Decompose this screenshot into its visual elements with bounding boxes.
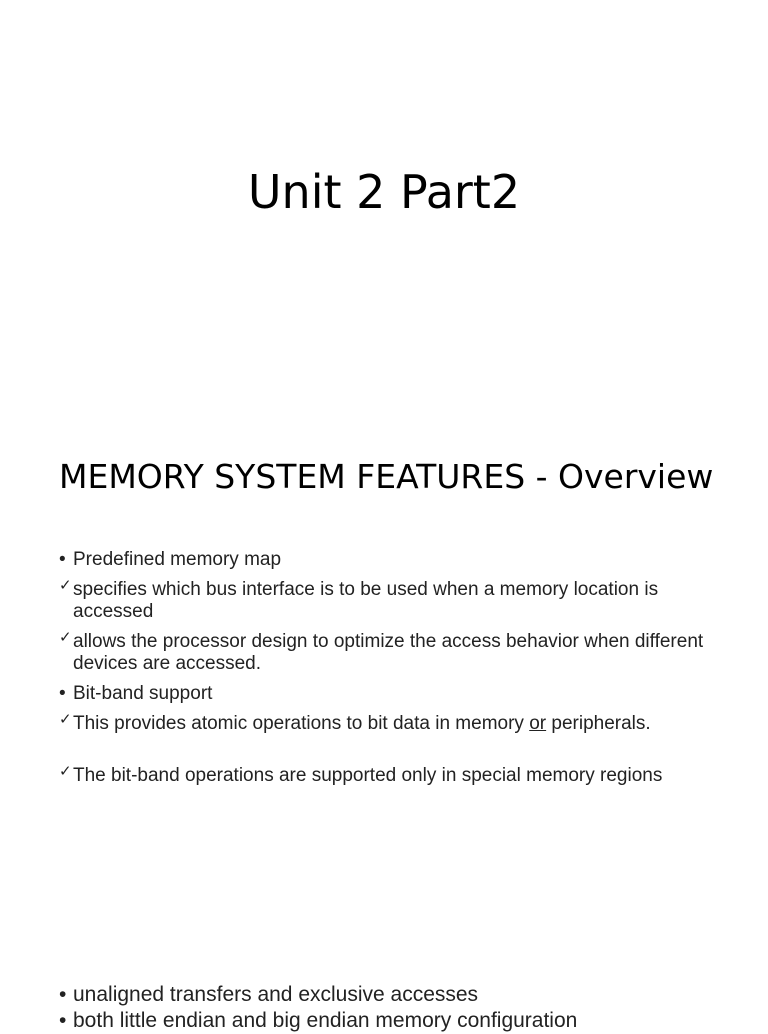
underlined-word: or: [529, 713, 547, 734]
bullet-icon: •: [59, 983, 67, 1006]
list-item-text: The bit-band operations are supported only in special memory regions: [73, 765, 663, 786]
list-item-text: This provides atomic operations to bit data in memory or peripherals.: [73, 713, 651, 734]
list-item: [59, 765, 719, 787]
list-item: [59, 713, 719, 735]
list-item-text: both little endian and big endian memory configuration: [73, 1009, 578, 1032]
list-item: [59, 631, 719, 675]
checkmark-icon: ✓: [59, 629, 72, 646]
list-item: [59, 579, 719, 623]
list-item-text: Predefined memory map: [73, 549, 282, 570]
list-item-text: unaligned transfers and exclusive accesses: [73, 983, 479, 1006]
list-item: [59, 1008, 739, 1034]
list-item-text: allows the processor design to optimize the access behavior when different devices are accessed.: [73, 631, 704, 674]
checkmark-icon: ✓: [59, 711, 72, 728]
list-item-text: specifies which bus interface is to be used when a memory location is accessed: [73, 579, 659, 622]
feature-list: [59, 549, 719, 795]
list-item: [59, 683, 719, 705]
checkmark-icon: ✓: [59, 763, 72, 780]
feature-list-continued: [59, 982, 739, 1034]
checkmark-icon: ✓: [59, 577, 72, 594]
slide-title: Unit 2 Part2: [247, 165, 521, 219]
bullet-icon: •: [59, 683, 66, 704]
list-item: [59, 549, 719, 571]
bullet-icon: •: [59, 549, 66, 570]
list-item-text: Bit-band support: [73, 683, 213, 704]
section-heading: MEMORY SYSTEM FEATURES - Overview: [59, 457, 714, 496]
bullet-icon: •: [59, 1009, 67, 1032]
list-item: [59, 982, 739, 1008]
